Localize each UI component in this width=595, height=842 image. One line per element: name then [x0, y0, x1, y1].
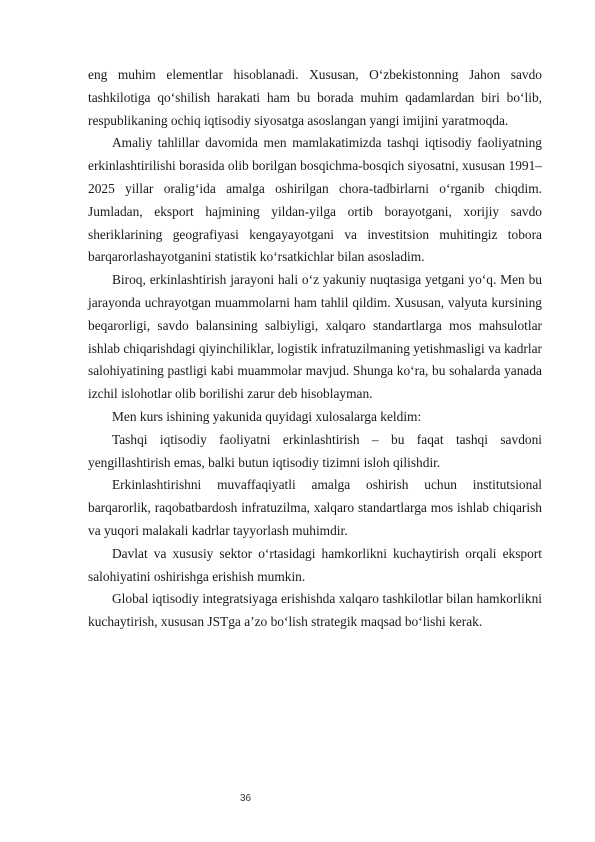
paragraph-conclusion-2: Erkinlashtirishni muvaffaqiyatli amalga oshirish uchun institutsional barqarorlik, raqobatbardosh infratuzilma, xalqaro standartlarga mos ishlab chiqarish va yuqori malakali kadrlar tayyorlash muhimdir. [88, 477, 542, 538]
paragraph-continuation: eng muhim elementlar hisoblanadi. Xususan, O‘zbekistonning Jahon savdo tashkilotiga qo‘shilish harakati ham bu borada muhim qadamlardan biri bo‘lib, respublikaning ochiq iqtisodiy siyosatga asoslangan yangi imijini yaratmoqda. [88, 67, 542, 128]
paragraph-conclusions-intro: Men kurs ishining yakunida quyidagi xulosalarga keldim: [112, 408, 422, 424]
paragraph-conclusion-3: Davlat va xususiy sektor o‘rtasidagi hamkorlikni kuchaytirish orqali eksport salohiyatini oshirishga erishish mumkin. [88, 545, 542, 584]
paragraph-analysis: Amaliy tahlillar davomida men mamlakatimizda tashqi iqtisodiy faoliyatning erkinlashtirilishi borasida olib borilgan bosqichma-bosqich siyosatni, xususan 1991–2025 yillar oralig‘ida amalga oshirilgan chora-tadbirlarni o‘rganib chiqdim. Jumladan, eksport hajmining yildan-yilga ortib borayotgani, xorijiy savdo sheriklarining geografiyasi kengayayotgani va investitsion muhitingiz tobora barqarorlashayotganini statistik ko‘rsatkichlar bilan asosladim. [88, 135, 542, 265]
paragraph-conclusion-1: Tashqi iqtisodiy faoliyatni erkinlashtirish – bu faqat tashqi savdoni yengillashtirish emas, balki butun iqtisodiy tizimni isloh qilishdir. [88, 431, 542, 470]
document-body [88, 64, 542, 634]
page-number: 36 [240, 793, 252, 804]
paragraph-problems: Biroq, erkinlashtirish jarayoni hali o‘z yakuniy nuqtasiga yetgani yo‘q. Men bu jarayonda uchrayotgan muammolarni ham tahlil qildim. Xususan, valyuta kursining beqarorligi, savdo balansining salbiyligi, xalqaro standartlarga mos mahsulotlar ishlab chiqarishdagi qiyinchiliklar, logistik infratuzilmaning yetishmasligi va kadrlar salohiyatining pastligi kabi muammolar mavjud. Shunga ko‘ra, bu sohalarda yanada izchil islohotlar olib borilishi zarur deb hisoblayman. [88, 272, 542, 402]
paragraph-conclusion-4: Global iqtisodiy integratsiyaga erishishda xalqaro tashkilotlar bilan hamkorlikni kuchaytirish, xususan JSTga a’zo bo‘lish strategik maqsad bo‘lishi kerak. [88, 591, 542, 630]
